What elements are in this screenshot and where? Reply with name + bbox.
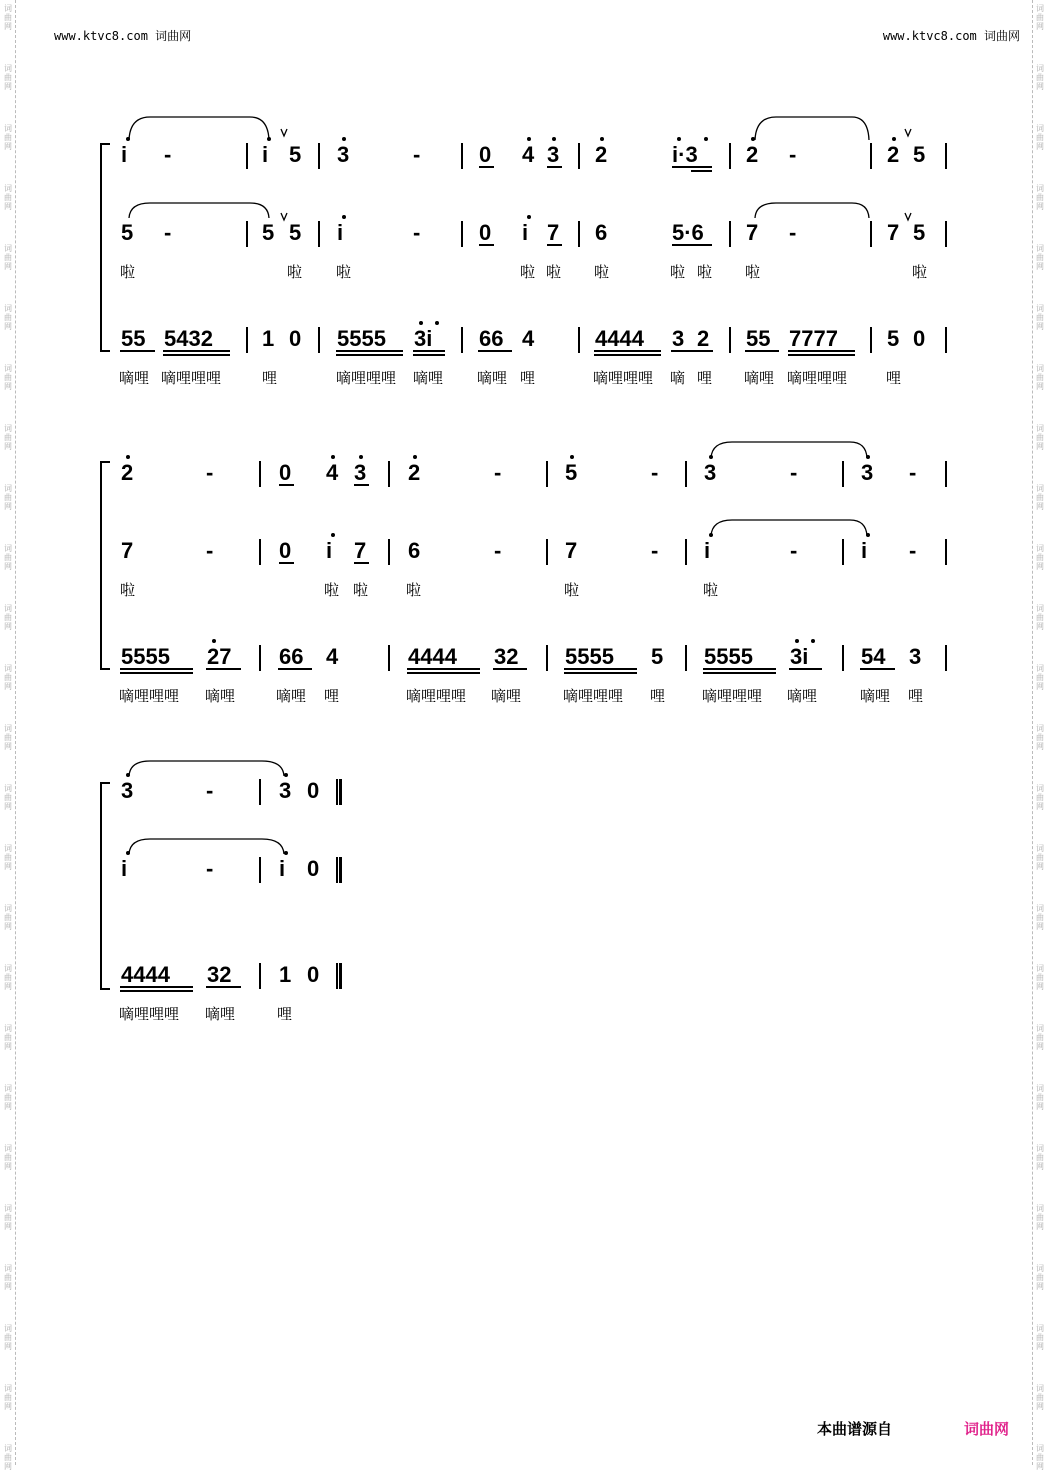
s2-v2-note: i <box>326 538 333 563</box>
watermark-glyphs: 词 曲 网 <box>4 724 12 751</box>
s2-v2-note: 7 <box>121 538 134 563</box>
s2-v1-note: 3 <box>704 460 717 485</box>
s2-v3-note: 27 <box>207 644 232 669</box>
watermark-glyphs: 词 曲 网 <box>1036 364 1044 391</box>
s2-v1-dash: - <box>651 460 659 485</box>
watermark-glyphs: 词 曲 网 <box>4 184 12 211</box>
s2-v2-note: i <box>861 538 868 563</box>
watermark-glyphs: 词 曲 网 <box>4 364 12 391</box>
s1-v1-dash: - <box>789 142 797 167</box>
header-site-left[interactable]: www.ktvc8.com 词曲网 <box>54 29 192 43</box>
s2-v3-note: 66 <box>279 644 304 669</box>
watermark-glyphs: 词 曲 网 <box>4 604 12 631</box>
watermark-glyphs: 词 曲 网 <box>4 1024 12 1051</box>
s3-v2-note: i <box>279 856 286 881</box>
s3-lyric: 嘀哩哩哩 <box>119 1005 180 1023</box>
s2-v2-dash: - <box>494 538 502 563</box>
watermark-glyphs: 词 曲 网 <box>4 244 12 271</box>
s1-lyric: 嘀 <box>670 369 686 387</box>
s2-v1-dash: - <box>494 460 502 485</box>
s2-v1-note: 3 <box>861 460 874 485</box>
s3-v2-note: i <box>121 856 128 881</box>
s1-v2-note: 0 <box>479 220 492 245</box>
watermark-glyphs: 词 曲 网 <box>4 1264 12 1291</box>
s1-v3-note: 4444 <box>595 326 644 351</box>
watermark-glyphs: 词 曲 网 <box>4 484 12 511</box>
s3-v2-dash: - <box>206 856 214 881</box>
s2-v1-note: 5 <box>565 460 578 485</box>
watermark-glyphs: 词 曲 网 <box>1036 724 1044 751</box>
s2-v3-note: 5555 <box>565 644 614 669</box>
watermark-glyphs: 词 曲 网 <box>4 844 12 871</box>
watermark-glyphs: 词 曲 网 <box>1036 484 1044 511</box>
s1-v3-note: 5 <box>887 326 900 351</box>
s1-v2-dash: - <box>413 220 421 245</box>
watermark-glyphs: 词 曲 网 <box>4 1324 12 1351</box>
s1-lyric: 啦 <box>336 263 352 281</box>
s2-lyric: 嘀哩 <box>276 687 307 705</box>
s2-v3-note: 3 <box>909 644 922 669</box>
watermark-glyphs: 词 曲 网 <box>4 4 12 31</box>
s3-v1-note: 3 <box>121 778 134 803</box>
watermark-glyphs: 词 曲 网 <box>1036 1444 1044 1471</box>
s1-v1-note: 3 <box>337 142 350 167</box>
s2-v1-dash: - <box>909 460 917 485</box>
watermark-glyphs: 词 曲 网 <box>4 64 12 91</box>
s2-v3-note: 4 <box>326 644 339 669</box>
s1-lyric: 啦 <box>287 263 303 281</box>
s1-lyric: 啦 <box>546 263 562 281</box>
s1-v3-note: 3 <box>672 326 685 351</box>
s1-v3-note: 2 <box>697 326 710 351</box>
watermark-glyphs: 词 曲 网 <box>4 664 12 691</box>
s1-v2-note: 5·6 <box>672 220 704 245</box>
watermark-glyphs: 词 曲 网 <box>1036 1084 1044 1111</box>
watermark-glyphs: 词 曲 网 <box>1036 844 1044 871</box>
s2-v2-dash: - <box>206 538 214 563</box>
watermark-glyphs: 词 曲 网 <box>4 904 12 931</box>
s1-v1-note: 4 <box>522 142 535 167</box>
s1-v2-note: i <box>522 220 529 245</box>
s3-lyric: 嘀哩 <box>205 1005 236 1023</box>
s1-v1-note: 5 <box>913 142 926 167</box>
s2-lyric: 啦 <box>406 581 422 599</box>
watermark-glyphs: 词 曲 网 <box>1036 544 1044 571</box>
s1-v2-note: 5 <box>262 220 275 245</box>
site-name-link[interactable]: 词曲网 <box>964 1420 1010 1438</box>
s2-lyric: 嘀哩 <box>491 687 522 705</box>
s1-v3-note: 0 <box>913 326 926 351</box>
s1-v2-dash: - <box>789 220 797 245</box>
s3-v2-note: 0 <box>307 856 320 881</box>
s2-lyric: 啦 <box>564 581 580 599</box>
s2-lyric: 嘀哩哩哩 <box>119 687 180 705</box>
watermark-glyphs: 词 曲 网 <box>1036 244 1044 271</box>
s1-v1-note: 2 <box>746 142 759 167</box>
watermark-glyphs: 词 曲 网 <box>1036 1204 1044 1231</box>
s1-lyric: 嘀哩 <box>413 369 444 387</box>
s2-lyric: 啦 <box>324 581 340 599</box>
s2-v3-note: 5555 <box>121 644 170 669</box>
watermark-glyphs: 词 曲 网 <box>1036 304 1044 331</box>
watermark-glyphs: 词 曲 网 <box>4 124 12 151</box>
watermark-glyphs: 词 曲 网 <box>4 1084 12 1111</box>
watermark-glyphs: 词 曲 网 <box>1036 1384 1044 1411</box>
s1-lyric: 啦 <box>670 263 686 281</box>
s2-v2-note: i <box>704 538 711 563</box>
s2-v2-note: 7 <box>354 538 367 563</box>
watermark-glyphs: 词 曲 网 <box>1036 1024 1044 1051</box>
s1-lyric: 啦 <box>594 263 610 281</box>
source-label: 本曲谱源自 <box>817 1420 893 1438</box>
s2-lyric: 嘀哩哩哩 <box>406 687 467 705</box>
s1-v2-note: 7 <box>547 220 560 245</box>
s2-v1-note: 0 <box>279 460 292 485</box>
watermark-glyphs: 词 曲 网 <box>1036 604 1044 631</box>
s1-lyric: 嘀哩 <box>477 369 508 387</box>
s1-v1-note: 5 <box>289 142 302 167</box>
s2-lyric: 哩 <box>908 687 924 705</box>
s2-v3-note: 32 <box>494 644 519 669</box>
s2-v3-note: 5555 <box>704 644 753 669</box>
s1-lyric: 啦 <box>120 263 136 281</box>
s1-lyric: 哩 <box>262 369 278 387</box>
s3-v3-note: 1 <box>279 962 292 987</box>
s2-lyric: 啦 <box>120 581 136 599</box>
s1-v1-dash: - <box>164 142 172 167</box>
watermark-glyphs: 词 曲 网 <box>1036 904 1044 931</box>
s1-v1-note: 2 <box>887 142 900 167</box>
watermark-glyphs: 词 曲 网 <box>1036 664 1044 691</box>
s2-v2-dash: - <box>790 538 798 563</box>
s1-v1-note: i <box>121 142 128 167</box>
s1-v3-note: 4 <box>522 326 535 351</box>
s3-lyric: 哩 <box>277 1005 293 1023</box>
s2-lyric: 哩 <box>650 687 666 705</box>
watermark-glyphs: 词 曲 网 <box>4 964 12 991</box>
s1-v2-note: 7 <box>746 220 759 245</box>
s3-v1-dash: - <box>206 778 214 803</box>
s1-v2-note: 6 <box>595 220 608 245</box>
s1-v3-note: 1 <box>262 326 275 351</box>
s2-v2-dash: - <box>651 538 659 563</box>
s2-lyric: 嘀哩 <box>860 687 891 705</box>
s1-lyric: 嘀哩哩哩 <box>161 369 222 387</box>
s1-v1-note: 0 <box>479 142 492 167</box>
watermark-glyphs: 词 曲 网 <box>1036 64 1044 91</box>
header-site-right[interactable]: www.ktvc8.com 词曲网 <box>882 29 1020 43</box>
s1-v2-note: 5 <box>121 220 134 245</box>
s1-v3-note: 55 <box>746 326 771 351</box>
s1-v1-note: i <box>262 142 269 167</box>
s2-lyric: 啦 <box>353 581 369 599</box>
watermark-glyphs: 词 曲 网 <box>1036 1144 1044 1171</box>
watermark-glyphs: 词 曲 网 <box>4 1144 12 1171</box>
s2-v3-note: 5 <box>651 644 664 669</box>
s1-lyric: 啦 <box>912 263 928 281</box>
s1-lyric: 哩 <box>520 369 536 387</box>
s3-v3-note: 4444 <box>121 962 170 987</box>
s3-v1-note: 3 <box>279 778 292 803</box>
s2-v1-dash: - <box>206 460 214 485</box>
s2-lyric: 啦 <box>703 581 719 599</box>
s1-v2-note: 7 <box>887 220 900 245</box>
s1-v1-note: i·3 <box>672 142 698 167</box>
s1-lyric: 哩 <box>697 369 713 387</box>
watermark-glyphs: 词 曲 网 <box>1036 1324 1044 1351</box>
s2-lyric: 哩 <box>324 687 340 705</box>
watermark-glyphs: 词 曲 网 <box>4 1204 12 1231</box>
watermark-glyphs: 词 曲 网 <box>1036 964 1044 991</box>
s1-lyric: 啦 <box>745 263 761 281</box>
s2-v3-note: 3i <box>790 644 809 669</box>
s2-v1-dash: - <box>790 460 798 485</box>
watermark-glyphs: 词 曲 网 <box>4 1444 12 1471</box>
s1-v3-note: 66 <box>479 326 504 351</box>
s1-v1-note: 2 <box>595 142 608 167</box>
watermark-glyphs: 词 曲 网 <box>4 784 12 811</box>
s2-v1-note: 2 <box>121 460 134 485</box>
s1-v3-note: 55 <box>121 326 146 351</box>
s1-lyric: 嘀哩哩哩 <box>336 369 397 387</box>
watermark-glyphs: 词 曲 网 <box>4 304 12 331</box>
s2-v2-note: 0 <box>279 538 292 563</box>
s1-lyric: 啦 <box>697 263 713 281</box>
s1-lyric: 啦 <box>520 263 536 281</box>
watermark-glyphs: 词 曲 网 <box>4 1384 12 1411</box>
s2-lyric: 嘀哩哩哩 <box>702 687 763 705</box>
s1-lyric: 嘀哩 <box>744 369 775 387</box>
watermark-glyphs: 词 曲 网 <box>1036 424 1044 451</box>
s1-lyric: 哩 <box>886 369 902 387</box>
s1-v2-note: 5 <box>289 220 302 245</box>
watermark-glyphs: 词 曲 网 <box>1036 1264 1044 1291</box>
s1-v3-note: 7777 <box>789 326 838 351</box>
s1-v2-note: 5 <box>913 220 926 245</box>
s1-v3-note: 5555 <box>337 326 386 351</box>
watermark-glyphs: 词 曲 网 <box>1036 784 1044 811</box>
s3-v3-note: 32 <box>207 962 232 987</box>
s1-lyric: 嘀哩哩哩 <box>593 369 654 387</box>
s1-v2-dash: - <box>164 220 172 245</box>
s1-lyric: 嘀哩 <box>119 369 150 387</box>
s1-v3-note: 0 <box>289 326 302 351</box>
s1-v1-dash: - <box>413 142 421 167</box>
s2-v1-note: 4 <box>326 460 339 485</box>
watermark-glyphs: 词 曲 网 <box>4 424 12 451</box>
s2-lyric: 嘀哩哩哩 <box>563 687 624 705</box>
watermark-glyphs: 词 曲 网 <box>1036 124 1044 151</box>
s1-lyric: 嘀哩哩哩 <box>787 369 848 387</box>
s1-v2-note: i <box>337 220 344 245</box>
s2-lyric: 嘀哩 <box>205 687 236 705</box>
s2-v3-note: 54 <box>861 644 886 669</box>
s2-v3-note: 4444 <box>408 644 457 669</box>
watermark-glyphs: 词 曲 网 <box>1036 4 1044 31</box>
s3-v3-note: 0 <box>307 962 320 987</box>
s1-v1-note: 3 <box>547 142 560 167</box>
watermark-glyphs: 词 曲 网 <box>1036 184 1044 211</box>
s2-v1-note: 3 <box>354 460 367 485</box>
watermark-glyphs: 词 曲 网 <box>4 544 12 571</box>
s1-v3-note: 3i <box>414 326 433 351</box>
s2-v1-note: 2 <box>408 460 421 485</box>
s2-v2-note: 6 <box>408 538 421 563</box>
s3-v1-note: 0 <box>307 778 320 803</box>
s2-v2-dash: - <box>909 538 917 563</box>
s1-v3-note: 5432 <box>164 326 213 351</box>
s2-v2-note: 7 <box>565 538 578 563</box>
s2-lyric: 嘀哩 <box>787 687 818 705</box>
